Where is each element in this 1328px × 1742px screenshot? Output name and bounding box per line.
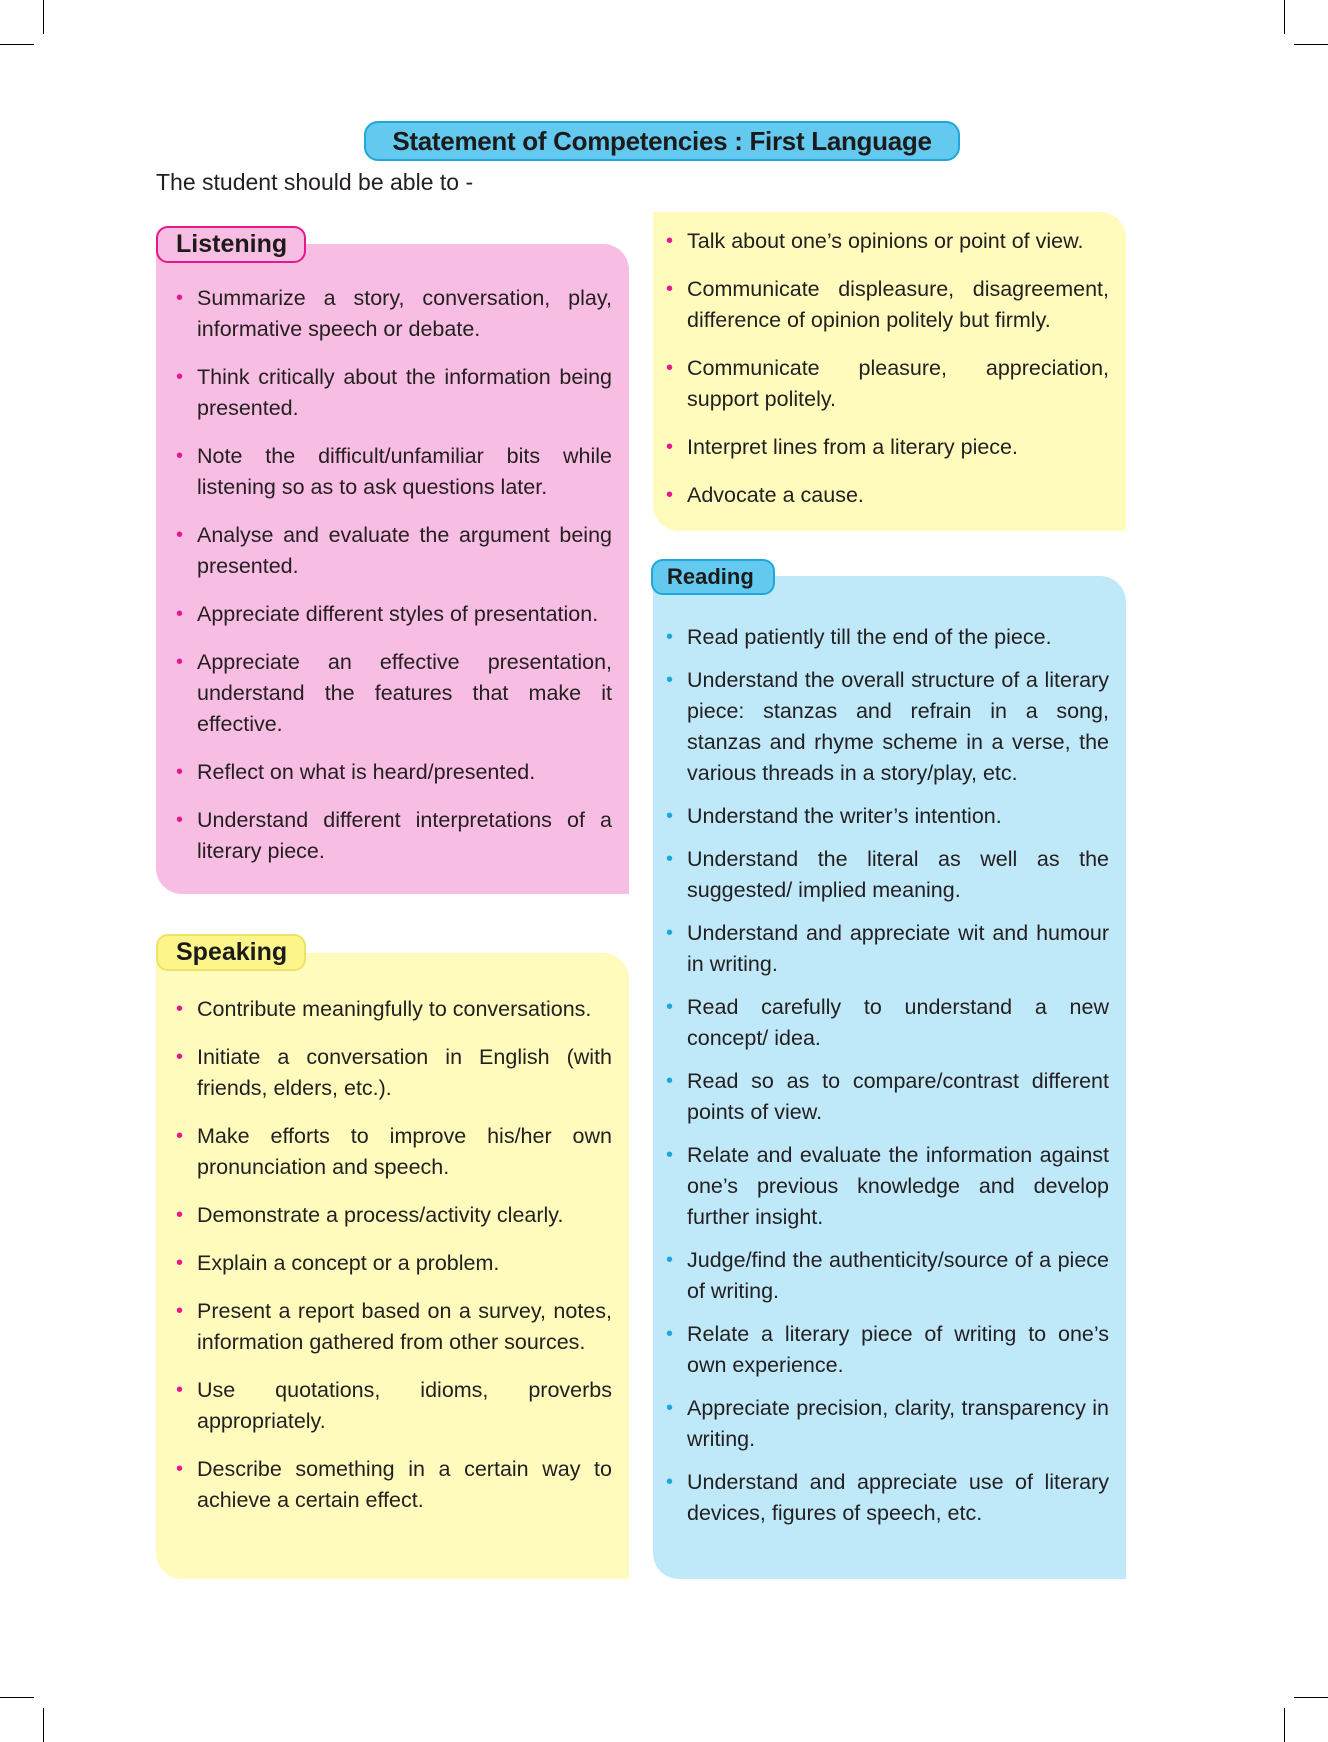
list-item: • Relate a literary piece of writing to one’s own experience.: [666, 1319, 1109, 1381]
page-title: Statement of Competencies : First Language: [364, 121, 960, 161]
list-item: • Analyse and evaluate the argument being presented.: [176, 520, 612, 582]
list-item: • Note the difficult/unfamiliar bits while listening so as to ask questions later.: [176, 441, 612, 503]
list-item: • Appreciate precision, clarity, transparency in writing.: [666, 1393, 1109, 1455]
list-item: • Make efforts to improve his/her own pronunciation and speech.: [176, 1121, 612, 1183]
reading-list: [666, 622, 1109, 1541]
list-item: • Appreciate different styles of presentation.: [176, 599, 612, 630]
list-item: • Contribute meaningfully to conversations.: [176, 994, 612, 1025]
crop-mark: [43, 0, 44, 34]
list-item: • Judge/find the authenticity/source of a piece of writing.: [666, 1245, 1109, 1307]
list-item: • Understand and appreciate wit and humour in writing.: [666, 918, 1109, 980]
list-item: • Use quotations, idioms, proverbs appropriately.: [176, 1375, 612, 1437]
list-item: • Present a report based on a survey, notes, information gathered from other sources.: [176, 1296, 612, 1358]
list-item: • Think critically about the information being presented.: [176, 362, 612, 424]
reading-heading: Reading: [651, 559, 775, 595]
list-item: • Read patiently till the end of the piece.: [666, 622, 1109, 653]
list-item: • Demonstrate a process/activity clearly.: [176, 1200, 612, 1231]
list-item: • Relate and evaluate the information against one’s previous knowledge and develop further insight.: [666, 1140, 1109, 1233]
list-item: • Understand the overall structure of a literary piece: stanzas and refrain in a song, stanzas and rhyme scheme in a verse, the various threads in a story/play, etc.: [666, 665, 1109, 789]
list-item: • Explain a concept or a problem.: [176, 1248, 612, 1279]
list-item: • Appreciate an effective presentation, understand the features that make it effective.: [176, 647, 612, 740]
crop-mark: [1284, 0, 1285, 34]
list-item: • Communicate pleasure, appreciation, support politely.: [666, 353, 1109, 415]
crop-mark: [1294, 1697, 1328, 1698]
intro-text: The student should be able to -: [156, 169, 474, 195]
list-item: • Read so as to compare/contrast different points of view.: [666, 1066, 1109, 1128]
listening-heading: Listening: [156, 226, 306, 263]
list-item: • Summarize a story, conversation, play, informative speech or debate.: [176, 283, 612, 345]
speaking-continued-list: [666, 226, 1109, 528]
crop-mark: [0, 44, 34, 45]
list-item: • Understand the writer’s intention.: [666, 801, 1109, 832]
list-item: • Describe something in a certain way to achieve a certain effect.: [176, 1454, 612, 1516]
list-item: • Interpret lines from a literary piece.: [666, 432, 1109, 463]
crop-mark: [1294, 44, 1328, 45]
list-item: • Understand different interpretations of a literary piece.: [176, 805, 612, 867]
list-item: • Talk about one’s opinions or point of view.: [666, 226, 1109, 257]
speaking-heading: Speaking: [156, 934, 306, 971]
list-item: • Reflect on what is heard/presented.: [176, 757, 612, 788]
list-item: • Advocate a cause.: [666, 480, 1109, 511]
list-item: • Understand the literal as well as the suggested/ implied meaning.: [666, 844, 1109, 906]
list-item: • Understand and appreciate use of literary devices, figures of speech, etc.: [666, 1467, 1109, 1529]
speaking-list: [176, 994, 612, 1533]
crop-mark: [0, 1697, 34, 1698]
list-item: • Read carefully to understand a new concept/ idea.: [666, 992, 1109, 1054]
listening-list: [176, 283, 612, 884]
crop-mark: [43, 1708, 44, 1742]
list-item: • Initiate a conversation in English (with friends, elders, etc.).: [176, 1042, 612, 1104]
crop-mark: [1284, 1708, 1285, 1742]
list-item: • Communicate displeasure, disagreement, difference of opinion politely but firmly.: [666, 274, 1109, 336]
